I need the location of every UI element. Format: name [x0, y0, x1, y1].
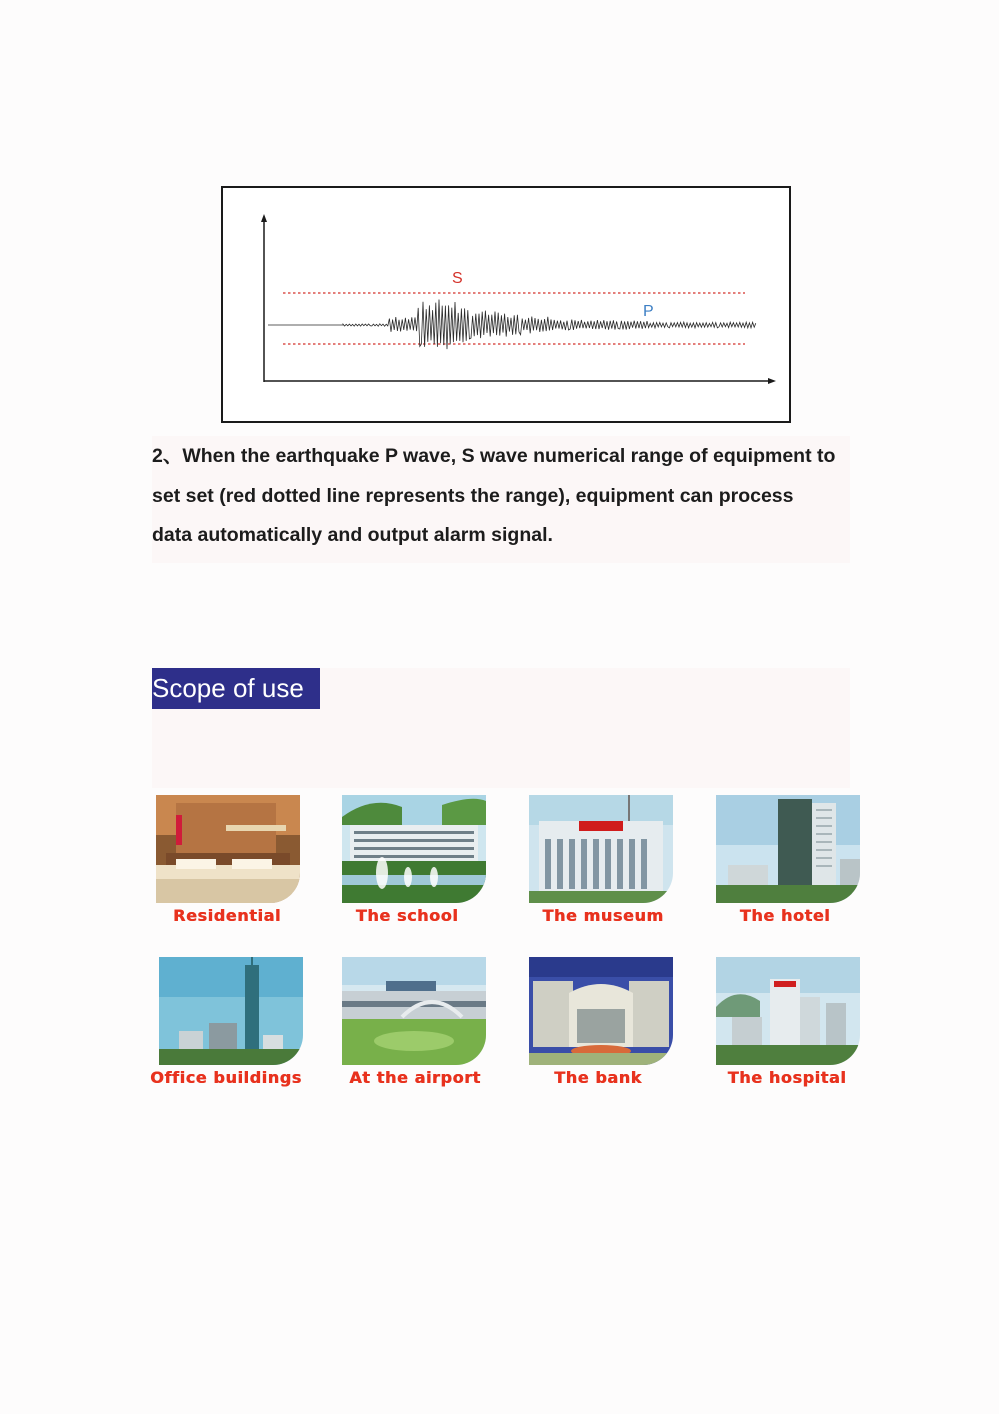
scope-label: The hotel: [739, 906, 831, 925]
description-line: data automatically and output alarm signal.: [152, 524, 553, 546]
scope-card-airport: [339, 957, 487, 1093]
museum-photo-icon: [529, 795, 673, 903]
hospital-photo-icon: [716, 957, 860, 1065]
scope-card-hospital: [713, 957, 861, 1093]
scope-label: The museum: [542, 906, 664, 925]
hotel-photo-icon: [716, 795, 860, 903]
p-wave-label: P: [643, 303, 654, 320]
scope-card-museum: [526, 795, 674, 931]
description-line: 2、When the earthquake P wave, S wave numerical range of equipment to: [152, 445, 836, 467]
bank-photo-icon: [529, 957, 673, 1065]
scope-card-residential: [153, 795, 301, 931]
scope-label: The school: [355, 906, 459, 925]
school-photo-icon: [342, 795, 486, 903]
description-line: set set (red dotted line represents the range), equipment can process: [152, 484, 794, 507]
s-wave-label: S: [452, 270, 463, 287]
scope-label: The hospital: [727, 1068, 847, 1087]
scope-card-hotel: [713, 795, 861, 931]
scope-label: The bank: [554, 1068, 642, 1087]
airport-photo-icon: [342, 957, 486, 1065]
office-photo-icon: [159, 957, 303, 1065]
scope-title: Scope of use: [152, 668, 320, 709]
bedroom-photo-icon: [156, 795, 300, 903]
scope-label: Residential: [173, 906, 281, 925]
scope-label: Office buildings: [150, 1068, 302, 1087]
scope-card-school: [339, 795, 487, 931]
scope-label: At the airport: [349, 1068, 481, 1087]
scope-card-office: [150, 957, 304, 1093]
scope-card-bank: [526, 957, 674, 1093]
